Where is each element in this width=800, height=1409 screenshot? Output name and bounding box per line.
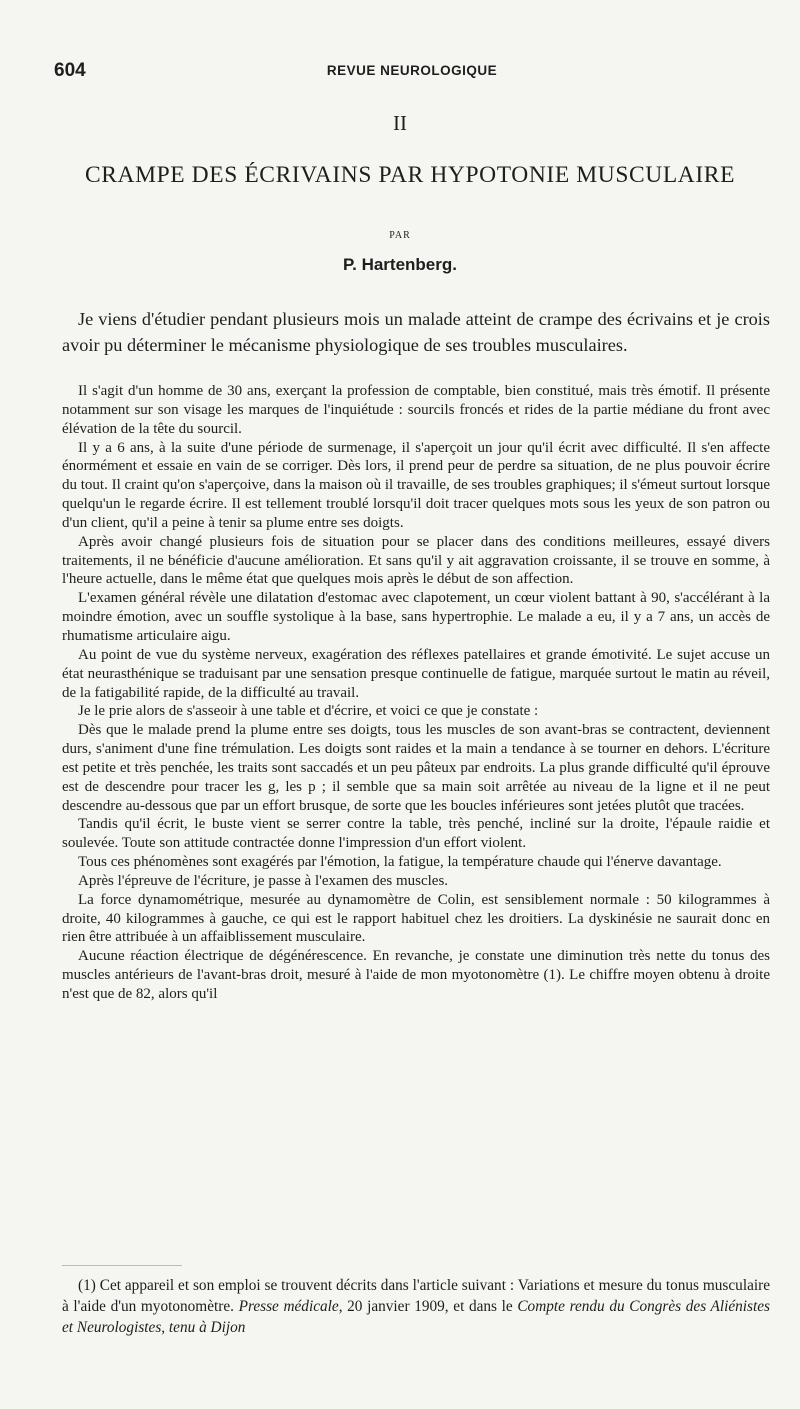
footnote-divider: [62, 1265, 182, 1266]
paragraph: Au point de vue du système nerveux, exagération des réflexes patellaires et grande émotivité. Le sujet accuse un état neurasthénique se traduisant par une sensation presque continuelle de fatigue, marquée surtout le matin au réveil, de la fatigabilité rapide, de la difficulté au travail.: [62, 646, 770, 701]
paragraph: Aucune réaction électrique de dégénérescence. En revanche, je constate une diminution très nette du tonus des muscles antérieurs de l'avant-bras droit, mesuré à l'aide de mon myotonomètre (1). Le chiffre moyen obtenu à droite n'est que de 82, alors qu'il: [62, 948, 770, 1002]
footnote-text: (1) Cet appareil et son emploi se trouvent décrits dans l'article suivant : Variations et mesure du tonus musculaire à l'aide d'un myotonomètre.: [62, 1277, 770, 1315]
paragraph: Tandis qu'il écrit, le buste vient se serrer contre la table, très penché, incliné sur la droite, l'épaule raidie et soulevée. Toute son attitude contractée donne l'impression d'un effort violent.: [62, 816, 770, 852]
footnote-journal: Presse médicale: [238, 1298, 339, 1315]
footnote: [62, 1275, 770, 1338]
paragraph: Après avoir changé plusieurs fois de situation pour se placer dans des conditions meilleures, essayé divers traitements, il ne bénéficie d'aucune amélioration. Et sans qu'il y ait aggravation croissante, il se trouve en somme, à l'heure actuelle, dans le même état que quelques mois après le début de son affection.: [62, 533, 770, 588]
paragraph: Tous ces phénomènes sont exagérés par l'émotion, la fatigue, la température chaude qui l'énerve davantage.: [78, 854, 722, 871]
paragraph: La force dynamométrique, mesurée au dynamomètre de Colin, est sensiblement normale : 50 kilogrammes à droite, 40 kilogrammes à gauche, ce qui est le rapport habituel chez les droitiers. La dyskinésie ne saurait donc en rien être attribuée à un affaiblissement musculaire.: [62, 891, 770, 946]
by-line: PAR: [389, 230, 411, 241]
article-body: [62, 382, 770, 1004]
author-name: P. Hartenberg.: [342, 255, 457, 274]
page-number: 604: [54, 60, 86, 81]
footnote-date: , 20 janvier 1909, et dans le: [338, 1298, 513, 1315]
running-head: REVUE NEUROLOGIQUE: [326, 63, 498, 78]
section-number: II: [393, 111, 407, 135]
footnote-proceedings: Compte rendu du Congrès des Aliénistes et Neurologistes, tenu à Dijon: [62, 1298, 771, 1336]
paragraph: Il y a 6 ans, à la suite d'une période de surmenage, il s'aperçoit un jour qu'il écrit avec difficulté. Il s'en affecte énormément et essaie en vain de se corriger. Dès lors, il prend peur de perdre sa situation, de ne plus pouvoir écrire du tout. Il craint qu'on s'aperçoive, dans la maison où il travaille, de ses troubles graphiques; il s'émeut surtout lorsque quelqu'un le regarde écrire. Il est tellement troublé lorsqu'il doit tracer quelques mots sous les yeux de son patron ou d'un client, qu'il a peine à tenir sa plume entre ses doigts.: [62, 439, 770, 531]
paragraph: Il s'agit d'un homme de 30 ans, exerçant la profession de comptable, bien constitué, mais très émotif. Il présente notamment sur son visage les marques de l'inquiétude : sourcils froncés et rides de la partie médiane du front avec élévation de la tête du sourcil.: [62, 383, 770, 437]
article-title: CRAMPE DES ÉCRIVAINS PAR HYPOTONIE MUSCULAIRE: [84, 162, 736, 188]
paragraph: Dès que le malade prend la plume entre ses doigts, tous les muscles de son avant-bras se contractent, deviennent durs, s'animent d'une fine trémulation. Les doigts sont raides et la main a tendance à se tourner en dehors. L'écriture est petite et très penchée, les traits sont saccadés et un peu pâteux par endroits. La plus grande difficulté qu'il éprouve est de descendre pour tracer les g, les p ; il semble que sa main soit arrêtée au niveau de la ligne et il ne peut descendre au-dessous que par un effort brusque, de sorte que les boucles inférieures sont jetées plutôt que tracées.: [62, 722, 770, 814]
paragraph: Après l'épreuve de l'écriture, je passe à l'examen des muscles.: [78, 872, 449, 889]
paragraph: L'examen général révèle une dilatation d'estomac avec clapotement, un cœur violent battant à 90, s'accélérant à la moindre émotion, avec un souffle systolique à la base, sans hypertrophie. Le malade a eu, il y a 7 ans, un accès de rhumatisme articulaire aigu.: [62, 590, 770, 644]
lead-paragraph: Je viens d'étudier pendant plusieurs mois un malade atteint de crampe des écrivains et je crois avoir pu déterminer le mécanisme physiologique de ses troubles musculaires.: [62, 309, 770, 355]
page-header: [54, 60, 770, 84]
paragraph: Je le prie alors de s'asseoir à une table et d'écrire, et voici ce que je constate :: [78, 703, 539, 720]
